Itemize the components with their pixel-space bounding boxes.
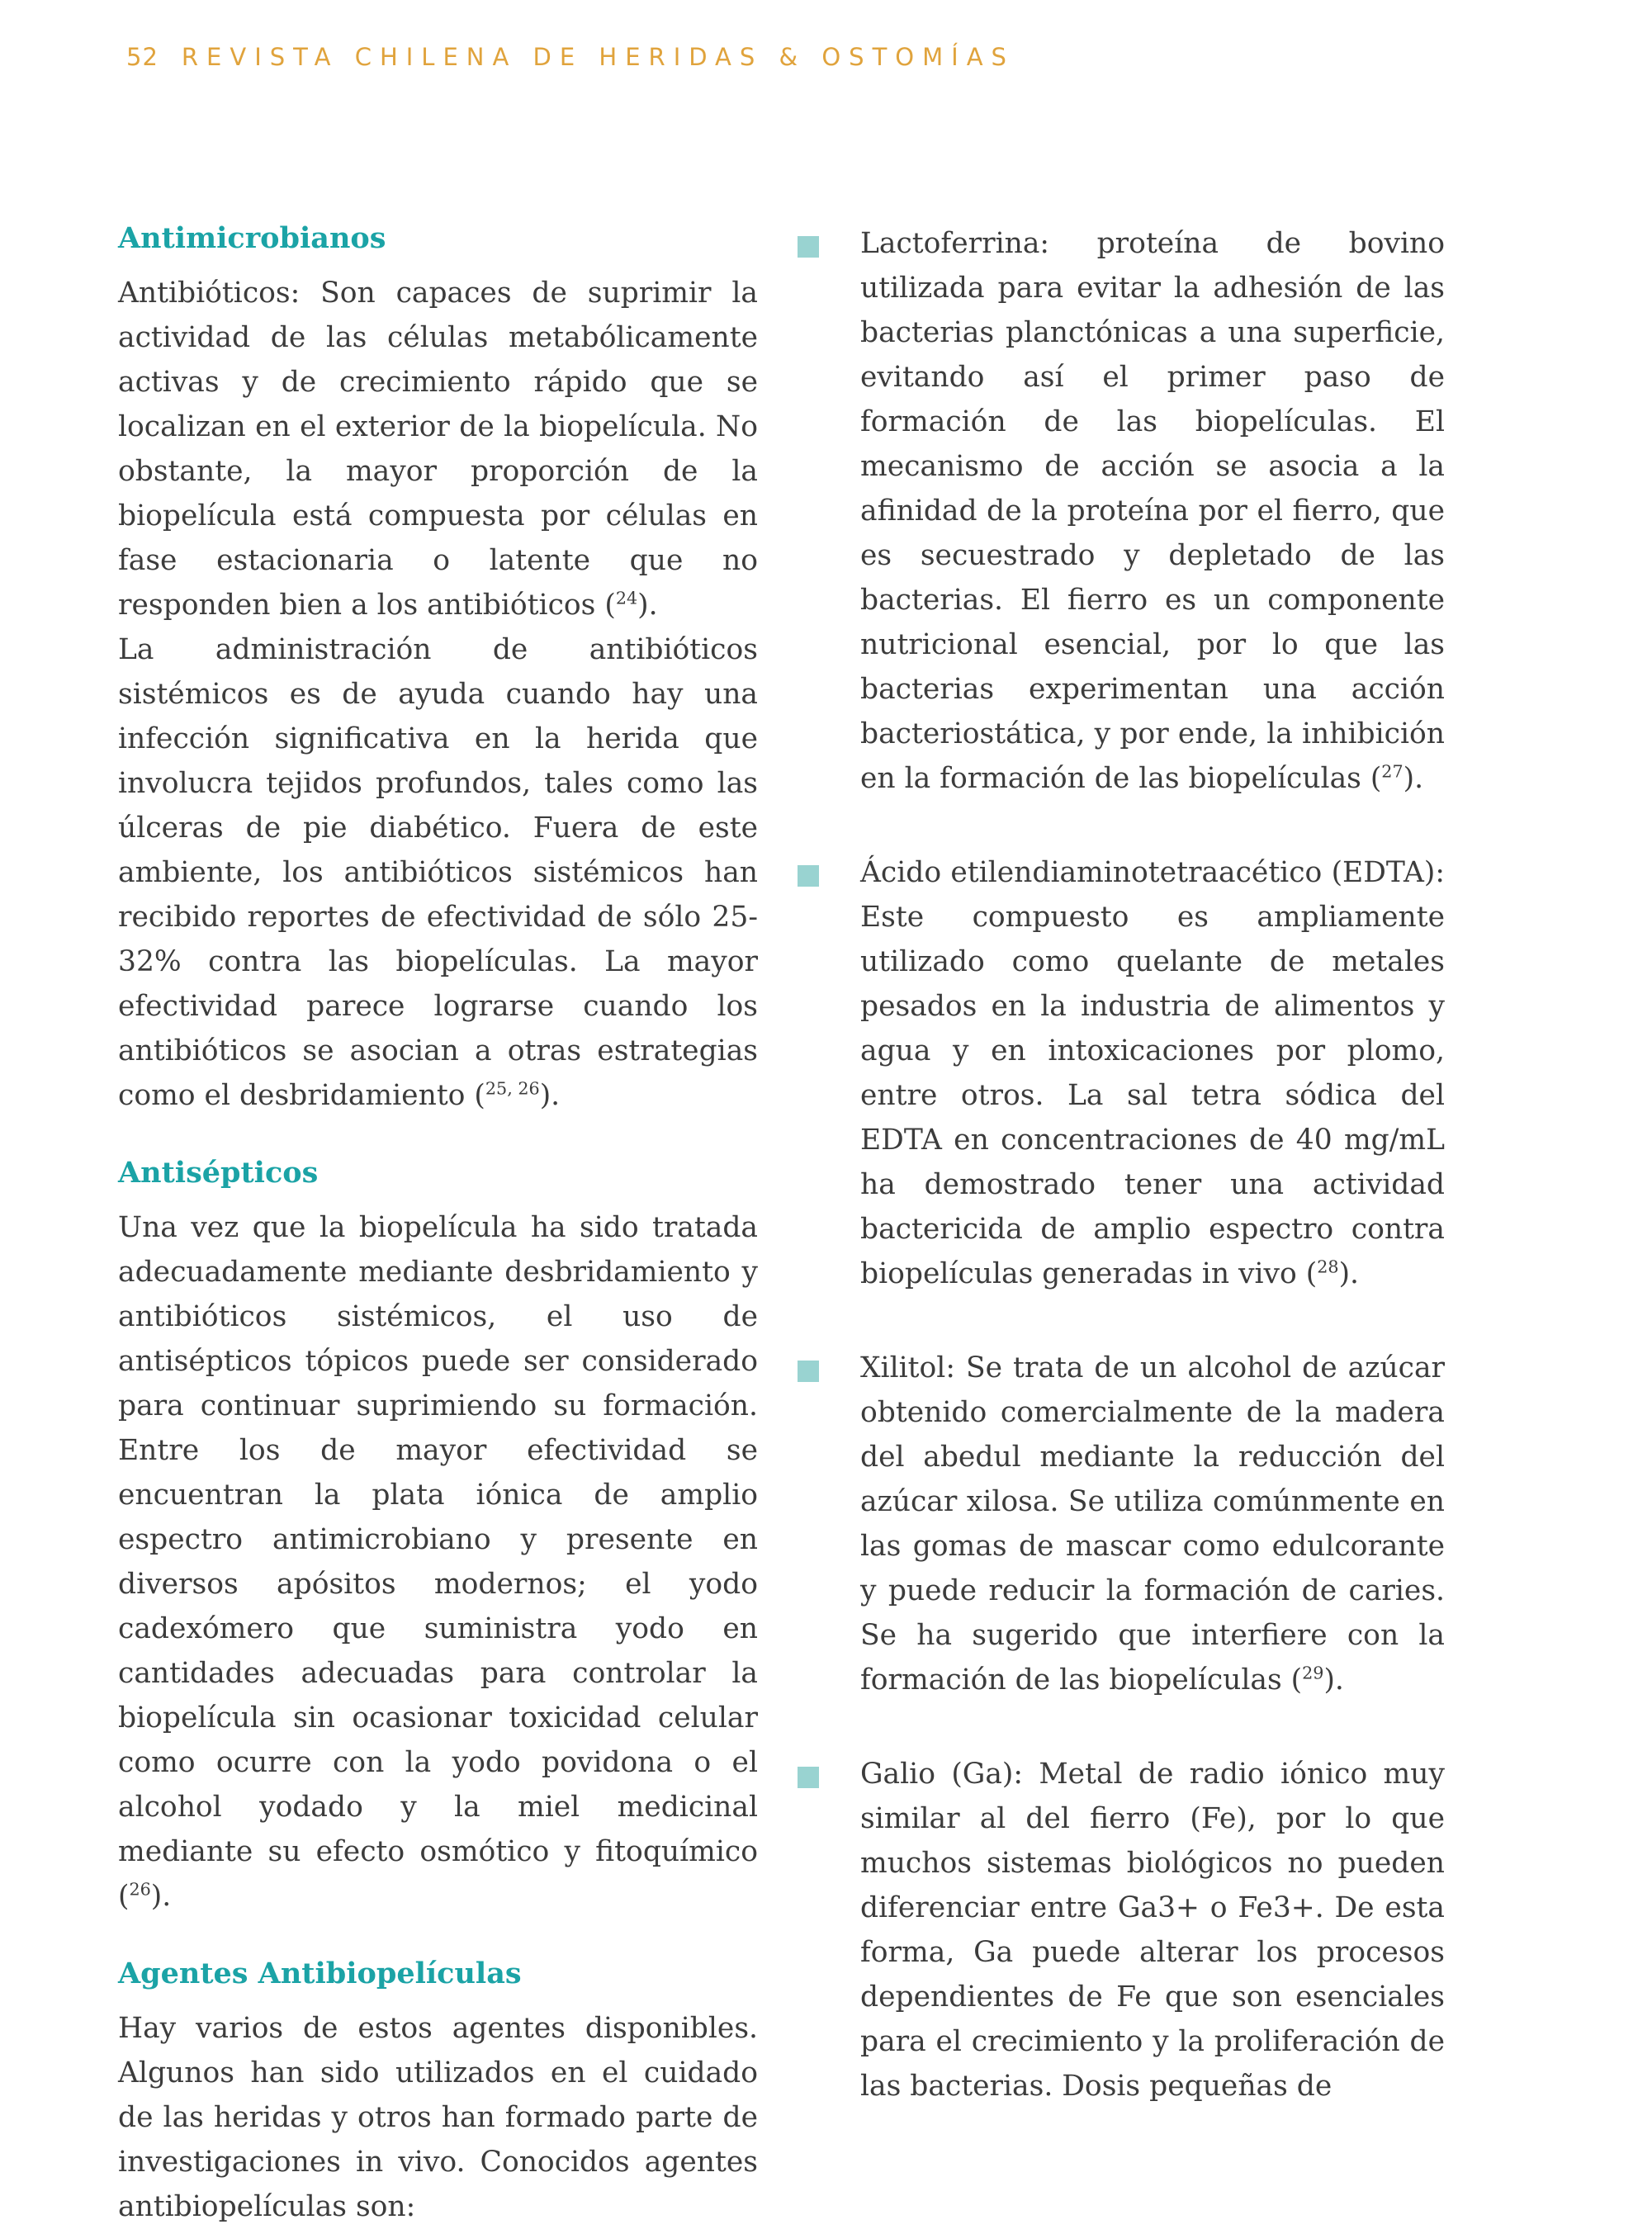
heading-antisepticos: Antisépticos xyxy=(118,1156,319,1190)
paragraph-end: ). xyxy=(150,1880,172,1913)
list-item-xilitol xyxy=(798,1346,1445,1702)
list-item-text xyxy=(860,1752,1445,2108)
bullet-square-icon xyxy=(798,865,819,887)
list-item-lactoferrina xyxy=(798,221,1445,801)
paragraph-antibioticos-sistemicos xyxy=(118,627,758,1118)
citation-ref: 25, 26 xyxy=(485,1078,540,1099)
paragraph-antisepticos xyxy=(118,1205,758,1919)
item-text: Galio (Ga): Metal de radio iónico muy similar al del fierro (Fe), por lo que muchos sistemas biológicos no pueden diferenciar entre Ga3+ o Fe3+. De esta forma, Ga puede alterar los procesos dependientes de Fe que son esenciales para el crecimiento y la proliferación de las bacterias. Dosis pequeñas de xyxy=(860,1758,1445,2103)
page-number: 52 xyxy=(126,43,159,71)
paragraph-agentes: Hay varios de estos agentes disponibles. Algunos han sido utilizados en el cuidado de las heridas y otros han formado parte de investigaciones in vivo. Conocidos agentes antibiopelículas son: xyxy=(118,2012,758,2223)
running-header xyxy=(126,43,1015,71)
bullet-square-icon xyxy=(798,1767,819,1788)
bullet-square-icon xyxy=(798,236,819,258)
item-end: ). xyxy=(1323,1663,1344,1697)
item-text: Lactoferrina: proteína de bovino utilizada para evitar la adhesión de las bacterias planctónicas a una superficie, evitando así el primer paso de formación de las biopelículas. El mecanismo de acción se asocia a la afinidad de la proteína por el fierro, que es secuestrado y depletado de las bacterias. El fierro es un componente nutricional esencial, por lo que las bacterias experimentan una acción bacteriostática, y por ende, la inhibición en la formación de las biopelículas ( xyxy=(860,227,1445,795)
right-column xyxy=(798,221,1445,2158)
item-end: ). xyxy=(1403,762,1424,795)
left-column xyxy=(118,221,758,2229)
paragraph-end: ). xyxy=(637,589,658,622)
bullet-square-icon xyxy=(798,1361,819,1382)
heading-agentes-antibiopeliculas: Agentes Antibiopelículas xyxy=(118,1957,522,1990)
paragraph-text: Una vez que la biopelícula ha sido tratada adecuadamente mediante desbridamiento y antibióticos sistémicos, el uso de antisépticos tópicos puede ser considerado para continuar suprimiendo su formación. Entre los de mayor efectividad se encuentran la plata iónica de amplio espectro antimicrobiano y presente en diversos apósitos modernos; el yodo cadexómero que suministra yodo en cantidades adecuadas para controlar la biopelícula sin ocasionar toxicidad celular como ocurre con la yodo povidona o el alcohol yodado y la miel medicinal mediante su efecto osmótico y fitoquímico ( xyxy=(118,1211,758,1913)
paragraph-text: Antibióticos: Son capaces de suprimir la actividad de las células metabólicamente activas y de crecimiento rápido que se localizan en el exterior de la biopelícula. No obstante, la mayor proporción de la biopelícula está compuesta por células en fase estacionaria o latente que no responden bien a los antibióticos ( xyxy=(118,277,758,622)
list-item-text xyxy=(860,850,1445,1296)
paragraph-antibioticos xyxy=(118,271,758,627)
citation-ref: 27 xyxy=(1381,761,1403,782)
citation-ref: 29 xyxy=(1302,1663,1324,1683)
citation-ref: 24 xyxy=(615,588,638,608)
citation-ref: 28 xyxy=(1317,1256,1339,1277)
heading-antimicrobianos: Antimicrobianos xyxy=(118,221,386,255)
journal-title: REVISTA CHILENA DE HERIDAS & OSTOMÍAS xyxy=(181,43,1015,71)
list-item-galio xyxy=(798,1752,1445,2108)
item-end: ). xyxy=(1338,1257,1359,1290)
item-text: Xilitol: Se trata de un alcohol de azúcar obtenido comercialmente de la madera del abedul mediante la reducción del azúcar xilosa. Se utiliza comúnmente en las gomas de mascar como edulcorante y puede reducir la formación de caries. Se ha sugerido que interfiere con la formación de las biopelículas ( xyxy=(860,1351,1445,1697)
list-item-edta xyxy=(798,850,1445,1296)
citation-ref: 26 xyxy=(129,1879,151,1900)
paragraph-end: ). xyxy=(539,1079,561,1112)
item-text: Ácido etilendiaminotetraacético (EDTA): Este compuesto es ampliamente utilizado como quelante de metales pesados en la industria de alimentos y agua y en intoxicaciones por plomo, entre otros. La sal tetra sódica del EDTA en concentraciones de 40 mg/mL ha demostrado tener una actividad bactericida de amplio espectro contra biopelículas generadas in vivo ( xyxy=(860,856,1445,1290)
paragraph-text: La administración de antibióticos sistémicos es de ayuda cuando hay una infección significativa en la herida que involucra tejidos profundos, tales como las úlceras de pie diabético. Fuera de este ambiente, los antibióticos sistémicos han recibido reportes de efectividad de sólo 25-32% contra las biopelículas. La mayor efectividad parece lograrse cuando los antibióticos se asocian a otras estrategias como el desbridamiento ( xyxy=(118,633,758,1112)
list-item-text xyxy=(860,221,1445,801)
list-item-text xyxy=(860,1346,1445,1702)
